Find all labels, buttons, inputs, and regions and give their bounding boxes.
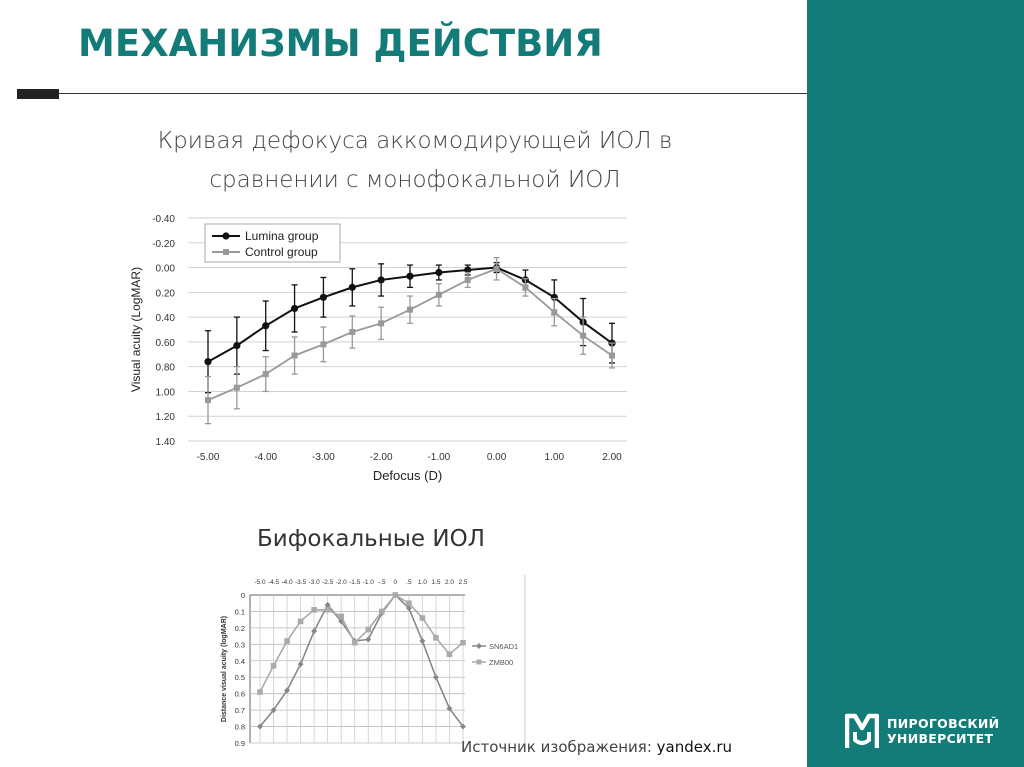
x-tick-label: 1.5 (431, 579, 441, 586)
defocus-curve-chart (120, 205, 640, 495)
source-link[interactable]: yandex.ru (656, 738, 733, 756)
y-tick-label: 1.40 (155, 437, 175, 448)
y-tick-label: 0.5 (234, 673, 245, 683)
y-tick-label: 0.00 (155, 263, 175, 275)
image-source (461, 738, 732, 756)
y-tick-label: 0.3 (234, 640, 245, 650)
y-tick-label: 0.9 (234, 739, 245, 748)
data-point (419, 638, 425, 644)
x-tick-label: 0 (393, 579, 398, 586)
y-axis-label: Distance visual acuity (logMAR) (221, 615, 228, 723)
y-tick-label: -0.20 (152, 238, 175, 250)
legend-label: SN6AD1 (489, 642, 519, 651)
data-point (433, 635, 439, 641)
y-tick-label: 1.20 (155, 412, 175, 424)
data-point (420, 615, 426, 621)
data-point (580, 333, 586, 339)
x-tick-label: 2.00 (602, 452, 622, 463)
x-tick-label: -5.00 (196, 452, 220, 463)
x-tick-label: 1.00 (544, 452, 565, 463)
data-point (406, 600, 412, 606)
chart1-heading (120, 122, 710, 200)
page-title: МЕХАНИЗМЫ ДЕЙСТВИЯ (78, 22, 603, 65)
y-tick-label: 0.1 (234, 607, 245, 617)
x-tick-label: -3.5 (294, 579, 307, 586)
x-tick-label: -4.0 (281, 579, 293, 586)
legend-label: ZMB00 (489, 658, 514, 667)
y-tick-label: 0.60 (155, 337, 175, 349)
logo-text (887, 716, 999, 746)
data-point (465, 277, 471, 283)
data-point (234, 385, 240, 391)
data-point (433, 674, 439, 680)
data-point (379, 609, 385, 615)
data-point (292, 353, 298, 359)
data-point (551, 309, 557, 315)
data-point (436, 292, 442, 298)
x-tick-label: -1.0 (362, 579, 374, 586)
data-point (233, 342, 240, 349)
legend-marker (222, 232, 229, 239)
data-point (447, 651, 453, 657)
x-tick-label: -3.00 (312, 452, 335, 463)
data-point (291, 305, 298, 312)
data-point (349, 329, 355, 335)
series-line-control-group (208, 269, 612, 400)
x-tick-label: -5.0 (254, 579, 266, 586)
data-point (257, 689, 263, 695)
x-axis-label: Defocus (D) (372, 468, 443, 483)
side-panel (807, 0, 1024, 767)
y-tick-label: 0.6 (234, 689, 245, 699)
legend-label: Control group (245, 245, 318, 259)
data-point (325, 607, 331, 613)
x-tick-label: -4.5 (267, 579, 280, 586)
data-point (320, 341, 326, 347)
x-tick-label: 2.0 (444, 579, 454, 586)
data-point (609, 353, 615, 359)
chart2-heading: Бифокальные ИОЛ (257, 526, 485, 552)
x-tick-label: -3.0 (308, 579, 320, 586)
x-tick-label: -2.00 (369, 452, 393, 463)
x-tick-label: 2.5 (458, 579, 468, 586)
x-tick-label: -.5 (378, 579, 386, 586)
y-tick-label: 0.80 (155, 362, 175, 374)
x-tick-label: -2.5 (322, 579, 334, 586)
logo-line2: УНИВЕРСИТЕТ (887, 731, 994, 746)
y-axis-label: Visual acuity (LogMAR) (129, 266, 143, 393)
data-point (338, 614, 344, 620)
legend-marker (223, 249, 229, 255)
y-tick-label: 0.40 (155, 313, 175, 325)
data-point (298, 661, 304, 667)
data-point (298, 619, 304, 625)
data-point (460, 640, 466, 646)
legend-marker (477, 660, 482, 665)
bifocal-defocus-chart (215, 573, 535, 753)
y-tick-label: 0 (240, 591, 245, 600)
data-point (205, 397, 211, 403)
data-point (522, 284, 528, 290)
source-label: Источник изображения: (461, 738, 657, 756)
data-point (378, 320, 384, 326)
x-tick-label: -1.00 (427, 452, 451, 463)
y-tick-label: 0.4 (234, 656, 245, 666)
y-tick-label: 1.00 (155, 387, 175, 399)
data-point (393, 592, 399, 598)
x-tick-label: -2.0 (335, 579, 347, 586)
data-point (271, 663, 277, 669)
data-point (406, 273, 413, 280)
data-point (262, 322, 269, 329)
data-point (365, 636, 371, 642)
legend-label: Lumina group (245, 229, 319, 243)
x-tick-label: 0.00 (486, 452, 507, 463)
data-point (284, 638, 290, 644)
chart1-heading-line2: сравнении с монофокальной ИОЛ (209, 167, 621, 193)
data-point (204, 358, 211, 365)
y-tick-label: 0.7 (234, 706, 245, 716)
x-tick-label: -1.5 (349, 579, 361, 586)
legend-marker (476, 643, 482, 649)
data-point (311, 607, 317, 613)
chart1-heading-line1: Кривая дефокуса аккомодирующей ИОЛ в (157, 128, 673, 154)
title-accent-bar (17, 89, 59, 99)
data-point (435, 269, 442, 276)
data-point (311, 628, 317, 634)
x-tick-label: .5 (406, 579, 412, 586)
y-tick-label: 0.20 (155, 288, 175, 300)
y-tick-label: -0.40 (152, 214, 175, 225)
data-point (320, 294, 327, 301)
data-point (494, 266, 500, 272)
x-tick-label: 1.0 (417, 579, 427, 586)
data-point (407, 307, 413, 313)
university-logo (845, 712, 999, 750)
data-point (352, 640, 358, 646)
data-point (263, 371, 269, 377)
data-point (378, 276, 385, 283)
y-tick-label: 0.8 (234, 722, 245, 732)
data-point (365, 627, 371, 633)
university-emblem-icon (845, 712, 879, 750)
x-tick-label: -4.00 (254, 452, 278, 463)
y-tick-label: 0.2 (234, 623, 245, 633)
data-point (349, 284, 356, 291)
logo-line1: ПИРОГОВСКИЙ (887, 716, 1000, 731)
